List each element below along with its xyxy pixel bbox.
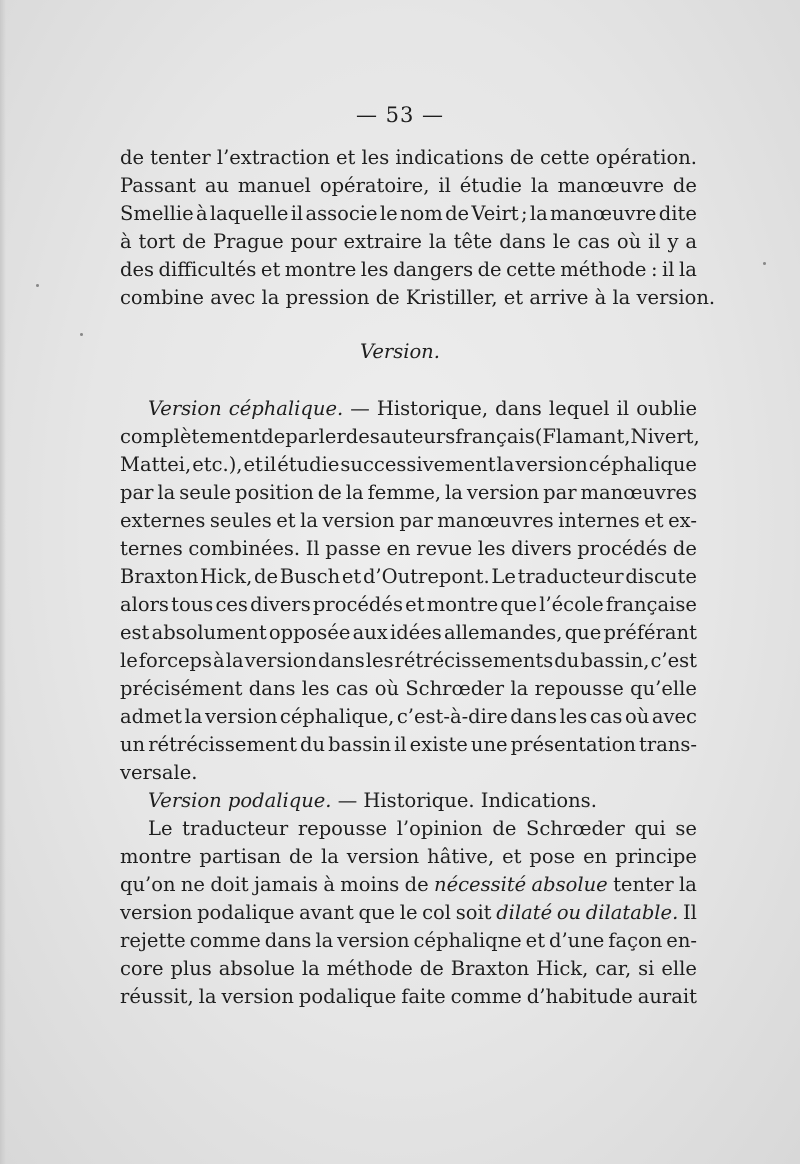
text-line xyxy=(0,451,800,479)
word: d’Outrepont. xyxy=(362,565,490,588)
word: oublie xyxy=(636,397,697,420)
word: (Flamant, xyxy=(534,425,631,448)
word: avec xyxy=(210,286,256,309)
word: de xyxy=(672,174,697,197)
word: de xyxy=(317,481,342,504)
word: Mattei, xyxy=(120,453,192,476)
word: complètement xyxy=(120,425,262,448)
word: aux xyxy=(352,621,388,644)
text-line xyxy=(0,144,800,172)
word: le xyxy=(379,202,398,225)
word: tort xyxy=(138,230,176,253)
word: il xyxy=(438,174,451,197)
word: traducteur xyxy=(182,817,289,840)
word: partisan xyxy=(199,845,282,868)
word: Le xyxy=(491,565,516,588)
word: de xyxy=(375,286,400,309)
word: auteurs xyxy=(379,425,456,448)
word: une xyxy=(470,733,508,756)
word: version xyxy=(120,901,193,924)
word: et xyxy=(341,565,362,588)
word: indications xyxy=(395,146,504,169)
word: et xyxy=(276,509,296,532)
word: allemandes, xyxy=(443,621,563,644)
word: la xyxy=(321,845,339,868)
word: l’école xyxy=(539,593,604,616)
word: traducteur xyxy=(517,565,624,588)
word: tenter xyxy=(613,873,674,896)
word: — xyxy=(337,789,358,812)
word: précisément xyxy=(120,677,243,700)
word: les xyxy=(360,258,389,281)
word: Prague xyxy=(213,230,284,253)
text-line xyxy=(0,731,800,759)
word: version xyxy=(204,705,278,728)
word: de xyxy=(419,957,444,980)
word: de xyxy=(182,230,207,253)
word: ex- xyxy=(668,509,697,532)
word: la xyxy=(345,481,364,504)
text-line xyxy=(0,983,800,1011)
word: il xyxy=(290,202,304,225)
word: les xyxy=(559,705,588,728)
word: rétrécissement xyxy=(148,733,297,756)
text-line xyxy=(0,927,800,955)
word: repousse xyxy=(534,677,624,700)
word: la xyxy=(301,957,320,980)
word: et xyxy=(243,453,263,476)
word: la xyxy=(496,453,515,476)
text-line xyxy=(0,200,800,228)
word: divers xyxy=(511,537,572,560)
word: dangers xyxy=(393,258,474,281)
word: version xyxy=(221,985,294,1008)
word: les xyxy=(361,146,390,169)
word: version xyxy=(466,481,540,504)
word: du xyxy=(554,649,580,672)
word: podalique xyxy=(197,901,295,924)
word: cas xyxy=(589,705,623,728)
text-line xyxy=(0,703,800,731)
word: Nivert, xyxy=(630,425,700,448)
text-line xyxy=(0,479,800,507)
text-line xyxy=(0,787,800,815)
word: version xyxy=(244,649,318,672)
word: seule xyxy=(179,481,232,504)
text-line xyxy=(0,395,800,423)
word: de xyxy=(261,425,286,448)
text-line xyxy=(0,535,800,563)
word: le xyxy=(120,649,138,672)
word: manœuvre xyxy=(557,174,665,197)
word: a xyxy=(685,230,697,253)
word: etc.), xyxy=(192,453,243,476)
word: céphalique xyxy=(588,453,697,476)
word: où xyxy=(374,677,400,700)
page-number: — 53 — xyxy=(355,103,445,127)
word: Schrœder xyxy=(526,817,625,840)
word: Il xyxy=(682,901,697,924)
word: manœuvres xyxy=(580,481,697,504)
word: soit xyxy=(455,901,492,924)
text-line xyxy=(0,172,800,200)
word: versale. xyxy=(120,761,198,784)
word: Veirt xyxy=(471,202,519,225)
word: Passant xyxy=(120,174,196,197)
word: col xyxy=(422,901,452,924)
word: bassin xyxy=(328,733,392,756)
word: principe xyxy=(615,845,697,868)
word: à xyxy=(120,230,132,253)
word: l’opinion xyxy=(396,817,483,840)
word: dans xyxy=(248,677,296,700)
word: extraire xyxy=(343,230,422,253)
word: doit xyxy=(210,873,249,896)
text-line xyxy=(0,647,800,675)
word: par xyxy=(543,481,577,504)
word: il xyxy=(394,733,407,756)
word: plus xyxy=(170,957,212,980)
word: cette xyxy=(539,146,590,169)
word: cas xyxy=(577,230,611,253)
word: la xyxy=(612,286,631,309)
word: de xyxy=(289,845,314,868)
word: Kristiller, xyxy=(405,286,498,309)
italic-word: nécessité xyxy=(434,873,527,896)
italic-word: Version xyxy=(148,789,222,812)
word: : xyxy=(650,258,658,281)
word: et xyxy=(260,258,281,281)
word: la xyxy=(225,649,244,672)
word: la xyxy=(679,873,697,896)
word: montre xyxy=(426,593,499,616)
italic-word: podalique. xyxy=(227,789,332,812)
word: divers xyxy=(250,593,311,616)
word: il xyxy=(616,397,630,420)
word: associe xyxy=(305,202,378,225)
word: comme xyxy=(189,929,261,952)
word: qu’elle xyxy=(630,677,697,700)
word: Historique. xyxy=(363,789,475,812)
word: d’une xyxy=(548,929,605,952)
word: opposée xyxy=(268,621,351,644)
word: se xyxy=(675,817,697,840)
word: procédés xyxy=(577,537,668,560)
word: la xyxy=(530,174,549,197)
word: le xyxy=(552,230,571,253)
section-heading: Version. xyxy=(360,340,440,363)
word: la xyxy=(315,929,334,952)
word: — xyxy=(350,397,370,420)
word: en xyxy=(583,845,608,868)
word: du xyxy=(299,733,326,756)
word: parler xyxy=(285,425,346,448)
word: pose xyxy=(529,845,576,868)
text-line xyxy=(0,955,800,983)
word: à xyxy=(213,649,225,672)
word: position xyxy=(235,481,314,504)
word: la xyxy=(510,677,529,700)
word: de xyxy=(477,258,502,281)
word: par xyxy=(120,481,154,504)
word: française xyxy=(605,593,697,616)
word: tous xyxy=(171,593,214,616)
word: que xyxy=(500,593,538,616)
scan-speck xyxy=(763,262,766,265)
word: internes xyxy=(558,509,640,532)
word: difficultés xyxy=(158,258,257,281)
word: dans xyxy=(318,649,365,672)
word: et xyxy=(502,845,522,868)
word: la xyxy=(529,202,548,225)
word: si xyxy=(638,957,655,980)
word: manœuvres xyxy=(437,509,554,532)
word: céphaliqne xyxy=(413,929,522,952)
word: version xyxy=(337,929,410,952)
word: d’habitude xyxy=(526,985,633,1008)
word: version. xyxy=(636,286,716,309)
word: aurait xyxy=(637,985,697,1008)
text-line xyxy=(0,815,800,843)
word: combinées. xyxy=(188,537,301,560)
word: que xyxy=(358,901,396,924)
word: de xyxy=(120,146,145,169)
word: ne xyxy=(180,873,205,896)
word: jamais xyxy=(253,873,318,896)
word: Indications. xyxy=(480,789,597,812)
word: de xyxy=(672,537,697,560)
word: tenter xyxy=(150,146,211,169)
word: laquelle xyxy=(209,202,289,225)
word: le xyxy=(399,901,418,924)
word: et xyxy=(644,509,664,532)
word: présentation xyxy=(510,733,636,756)
word: tête xyxy=(453,230,493,253)
word: combine xyxy=(120,286,204,309)
word: pour xyxy=(290,230,337,253)
word: de xyxy=(509,146,534,169)
text-line xyxy=(0,619,800,647)
word: où xyxy=(616,230,642,253)
word: montre xyxy=(284,258,357,281)
word: et xyxy=(335,146,356,169)
word: à xyxy=(594,286,607,309)
word: avec xyxy=(651,705,697,728)
word: dans xyxy=(495,397,542,420)
word: arrive xyxy=(529,286,589,309)
word: la xyxy=(300,509,318,532)
word: Braxton xyxy=(120,565,199,588)
word: c’est xyxy=(650,649,697,672)
word: de xyxy=(254,565,279,588)
word: par xyxy=(399,509,433,532)
word: à xyxy=(195,202,208,225)
word: la xyxy=(198,985,217,1008)
word: opération. xyxy=(595,146,697,169)
word: qu’on xyxy=(120,873,176,896)
italic-word: ou xyxy=(556,901,582,924)
text-line xyxy=(0,507,800,535)
word: montre xyxy=(120,845,192,868)
word: car, xyxy=(595,957,632,980)
word: il xyxy=(648,230,661,253)
word: Le xyxy=(148,817,173,840)
word: Il xyxy=(305,537,320,560)
text-line xyxy=(0,563,800,591)
italic-word: céphalique. xyxy=(228,397,344,420)
word: la xyxy=(157,481,176,504)
word: Hick, xyxy=(200,565,253,588)
word: un xyxy=(120,733,146,756)
word: ces xyxy=(215,593,248,616)
word: préférant xyxy=(603,621,697,644)
word: rétrécissements xyxy=(394,649,554,672)
word: bassin, xyxy=(580,649,650,672)
word: passe xyxy=(325,537,381,560)
word: lequel xyxy=(548,397,610,420)
word: ternes xyxy=(120,537,183,560)
word: façon xyxy=(608,929,663,952)
text-line xyxy=(0,284,800,312)
word: comme xyxy=(450,985,522,1008)
word: il xyxy=(662,258,675,281)
word: l’extraction xyxy=(216,146,330,169)
word: de xyxy=(404,873,429,896)
word: il xyxy=(263,453,277,476)
word: successivement xyxy=(340,453,496,476)
word: manuel xyxy=(237,174,311,197)
word: forceps xyxy=(138,649,213,672)
scan-speck xyxy=(80,333,83,336)
word: opératoire, xyxy=(319,174,430,197)
word: de xyxy=(445,202,470,225)
word: faite xyxy=(401,985,446,1008)
word: discute xyxy=(625,565,697,588)
word: céphalique, xyxy=(279,705,395,728)
word: c’est-à-dire xyxy=(396,705,508,728)
word: version xyxy=(322,509,395,532)
text-line xyxy=(0,675,800,703)
word: ; xyxy=(520,202,528,225)
text-line xyxy=(0,256,800,284)
word: procédés xyxy=(312,593,403,616)
word: méthode xyxy=(560,258,647,281)
word: la xyxy=(445,481,463,504)
italic-word: dilatable. xyxy=(585,901,679,924)
word: existe xyxy=(409,733,468,756)
word: des xyxy=(120,258,155,281)
word: seules xyxy=(209,509,272,532)
word: externes xyxy=(120,509,206,532)
word: méthode xyxy=(326,957,413,980)
word: est xyxy=(120,621,150,644)
word: absolue xyxy=(218,957,295,980)
word: dans xyxy=(510,705,557,728)
word: les xyxy=(365,649,394,672)
word: y xyxy=(667,230,679,253)
word: la xyxy=(184,705,203,728)
word: podalique xyxy=(298,985,397,1008)
word: la xyxy=(678,258,697,281)
word: core xyxy=(120,957,164,980)
word: la xyxy=(428,230,447,253)
word: dans xyxy=(264,929,312,952)
word: revue xyxy=(416,537,473,560)
word: les xyxy=(301,677,330,700)
word: étudie xyxy=(277,453,340,476)
word: cas xyxy=(335,677,369,700)
word: admet xyxy=(120,705,182,728)
word: français xyxy=(455,425,535,448)
word: elle xyxy=(661,957,697,980)
word: où xyxy=(624,705,650,728)
text-line xyxy=(0,423,800,451)
text-line xyxy=(0,759,800,787)
word: rejette xyxy=(120,929,186,952)
word: version xyxy=(515,453,588,476)
text-line xyxy=(0,899,800,927)
word: pression xyxy=(285,286,370,309)
word: Historique, xyxy=(376,397,489,420)
word: des xyxy=(345,425,380,448)
word: en- xyxy=(666,929,697,952)
word: au xyxy=(204,174,229,197)
word: étudie xyxy=(459,174,522,197)
word: manœuvre xyxy=(550,202,657,225)
text-line xyxy=(0,871,800,899)
word: réussit, xyxy=(120,985,194,1008)
text-line xyxy=(0,228,800,256)
word: version xyxy=(346,845,420,868)
word: et xyxy=(503,286,524,309)
word: que xyxy=(564,621,602,644)
word: dite xyxy=(658,202,697,225)
word: Hick, xyxy=(536,957,589,980)
word: nom xyxy=(399,202,443,225)
word: absolument xyxy=(151,621,267,644)
scan-speck xyxy=(36,284,39,287)
word: cette xyxy=(506,258,556,281)
word: Smellie xyxy=(120,202,194,225)
word: Busch xyxy=(279,565,341,588)
italic-word: dilaté xyxy=(496,901,553,924)
word: idées xyxy=(389,621,442,644)
italic-word: absolue xyxy=(531,873,608,896)
word: et xyxy=(405,593,425,616)
italic-word: Version xyxy=(148,397,222,420)
text-line xyxy=(0,591,800,619)
word: Braxton xyxy=(450,957,530,980)
word: repousse xyxy=(297,817,388,840)
word: les xyxy=(477,537,506,560)
word: Schrœder xyxy=(405,677,505,700)
word: et xyxy=(525,929,546,952)
word: trans- xyxy=(639,733,697,756)
word: qui xyxy=(634,817,666,840)
word: femme, xyxy=(367,481,442,504)
word: la xyxy=(261,286,280,309)
word: de xyxy=(492,817,517,840)
word: avant xyxy=(299,901,354,924)
word: en xyxy=(386,537,411,560)
word: dans xyxy=(499,230,546,253)
word: hâtive, xyxy=(427,845,495,868)
word: alors xyxy=(120,593,169,616)
text-line xyxy=(0,843,800,871)
word: moins xyxy=(340,873,400,896)
word: à xyxy=(323,873,335,896)
